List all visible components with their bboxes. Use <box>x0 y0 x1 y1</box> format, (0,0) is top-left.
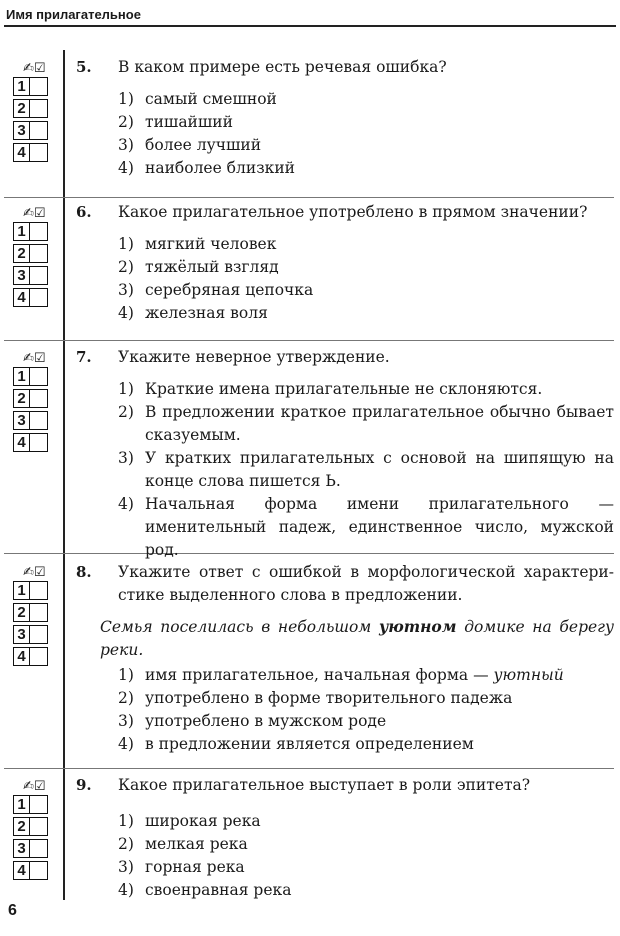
answer-number: 2 <box>13 603 30 622</box>
options-q7 <box>118 378 614 562</box>
answer-number: 2 <box>13 99 30 118</box>
option-item: 1) Краткие имена прилагательные не склоняются. <box>118 380 543 398</box>
answer-column-rule <box>63 50 65 900</box>
answer-number: 4 <box>13 861 30 880</box>
answer-cell[interactable] <box>30 861 48 880</box>
question-separator <box>4 340 614 341</box>
options-q5 <box>118 88 614 180</box>
option-item: 4) железная воля <box>118 304 268 322</box>
pencil-icon: ✍ <box>23 565 34 580</box>
answer-cell[interactable] <box>30 647 48 666</box>
answer-box-q9 <box>13 780 57 883</box>
answer-number: 3 <box>13 411 30 430</box>
answer-cell[interactable] <box>30 121 48 140</box>
option-item: 2) В предложении краткое прилагательное обычно бывает сказуемым. <box>118 403 614 444</box>
example-sentence-line <box>100 615 614 639</box>
pencil-icon: ✍ <box>23 779 34 794</box>
highlighted-word: уютном <box>378 617 457 636</box>
question-text <box>118 561 614 607</box>
answer-cell[interactable] <box>30 603 48 622</box>
answer-cell[interactable] <box>30 367 48 386</box>
checkbox-icon: ☑ <box>33 351 46 366</box>
option-item: 1) имя прилагательное, начальная форма — уютный <box>118 666 564 684</box>
question-separator <box>4 768 614 769</box>
option-item: 4) своенравная река <box>118 881 292 899</box>
options-q8 <box>118 664 614 756</box>
option-item: 2) мелкая река <box>118 835 248 853</box>
option-item: 3) горная река <box>118 858 245 876</box>
question-number: 9. <box>76 776 92 794</box>
italic-form: уютный <box>493 666 564 684</box>
answer-number: 1 <box>13 77 30 96</box>
question-number: 8. <box>76 563 92 581</box>
checkbox-icon: ☑ <box>33 779 46 794</box>
answer-number: 1 <box>13 581 30 600</box>
pencil-icon: ✍ <box>23 61 34 76</box>
answer-cell[interactable] <box>30 143 48 162</box>
options-q6 <box>118 233 614 325</box>
checkbox-icon: ☑ <box>33 61 46 76</box>
answer-number: 3 <box>13 625 30 644</box>
answer-number: 3 <box>13 266 30 285</box>
answer-number: 1 <box>13 367 30 386</box>
question-text-line: стике выделенного слова в предложении. <box>118 586 463 604</box>
answer-box-q6 <box>13 207 57 310</box>
option-item: 3) У кратких прилагательных с основой на шипящую на конце слова пишется Ь. <box>118 449 614 490</box>
example-sentence-line: реки. <box>100 641 144 659</box>
option-item: 2) употреблено в форме творительного падежа <box>118 689 513 707</box>
page-number: 6 <box>8 902 17 919</box>
answer-cell[interactable] <box>30 625 48 644</box>
pencil-icon: ✍ <box>23 206 34 221</box>
answer-box-q7 <box>13 352 57 455</box>
question-text: В каком примере есть речевая ошибка? <box>118 58 447 76</box>
answer-cell[interactable] <box>30 99 48 118</box>
answer-number: 1 <box>13 795 30 814</box>
answer-number: 2 <box>13 389 30 408</box>
answer-cell[interactable] <box>30 389 48 408</box>
option-item: 2) тяжёлый взгляд <box>118 258 279 276</box>
answer-cell[interactable] <box>30 839 48 858</box>
answer-box-q8 <box>13 566 57 669</box>
sentence-part: Семья поселилась в небольшом <box>100 618 372 636</box>
question-text-line: Укажите ответ с ошибкой в морфологической характери- <box>118 563 614 581</box>
option-item: 4) в предложении является определением <box>118 735 474 753</box>
question-separator <box>4 197 614 198</box>
answer-number: 4 <box>13 143 30 162</box>
answer-cell[interactable] <box>30 222 48 241</box>
option-item: 3) более лучший <box>118 136 262 154</box>
answer-cell[interactable] <box>30 817 48 836</box>
option-item: 4) наиболее близкий <box>118 159 295 177</box>
question-text: Укажите неверное утверждение. <box>118 348 390 366</box>
answer-number: 2 <box>13 817 30 836</box>
option-item: 1) мягкий человек <box>118 235 277 253</box>
option-item: 2) тишайший <box>118 113 233 131</box>
answer-cell[interactable] <box>30 288 48 307</box>
answer-cell[interactable] <box>30 77 48 96</box>
pencil-icon: ✍ <box>23 351 34 366</box>
example-sentence <box>100 615 614 662</box>
answer-number: 2 <box>13 244 30 263</box>
checkbox-icon: ☑ <box>33 565 46 580</box>
option-item: 1) широкая река <box>118 812 261 830</box>
answer-number: 4 <box>13 288 30 307</box>
options-q9 <box>118 810 614 902</box>
question-number: 7. <box>76 348 92 366</box>
option-item: 3) серебряная цепочка <box>118 281 314 299</box>
option-item: 4) Начальная форма имени прилагательного — именительный падеж, единственное число, мужской род. <box>118 495 614 559</box>
answer-cell[interactable] <box>30 795 48 814</box>
page-header-title: Имя прилагательное <box>6 7 141 22</box>
option-item: 3) употреблено в мужском роде <box>118 712 387 730</box>
answer-number: 4 <box>13 433 30 452</box>
question-number: 5. <box>76 58 92 76</box>
answer-cell[interactable] <box>30 433 48 452</box>
answer-cell[interactable] <box>30 266 48 285</box>
question-text: Какое прилагательное выступает в роли эпитета? <box>118 776 531 794</box>
option-item: 1) самый смешной <box>118 90 277 108</box>
answer-number: 1 <box>13 222 30 241</box>
answer-cell[interactable] <box>30 581 48 600</box>
answer-cell[interactable] <box>30 244 48 263</box>
checkbox-icon: ☑ <box>33 206 46 221</box>
answer-number: 4 <box>13 647 30 666</box>
question-text: Какое прилагательное употреблено в прямом значении? <box>118 203 588 221</box>
answer-cell[interactable] <box>30 411 48 430</box>
answer-number: 3 <box>13 839 30 858</box>
question-number: 6. <box>76 203 92 221</box>
header-divider <box>4 25 616 27</box>
answer-number: 3 <box>13 121 30 140</box>
sentence-part: домике на берегу <box>464 618 614 636</box>
answer-box-q5 <box>13 62 57 165</box>
